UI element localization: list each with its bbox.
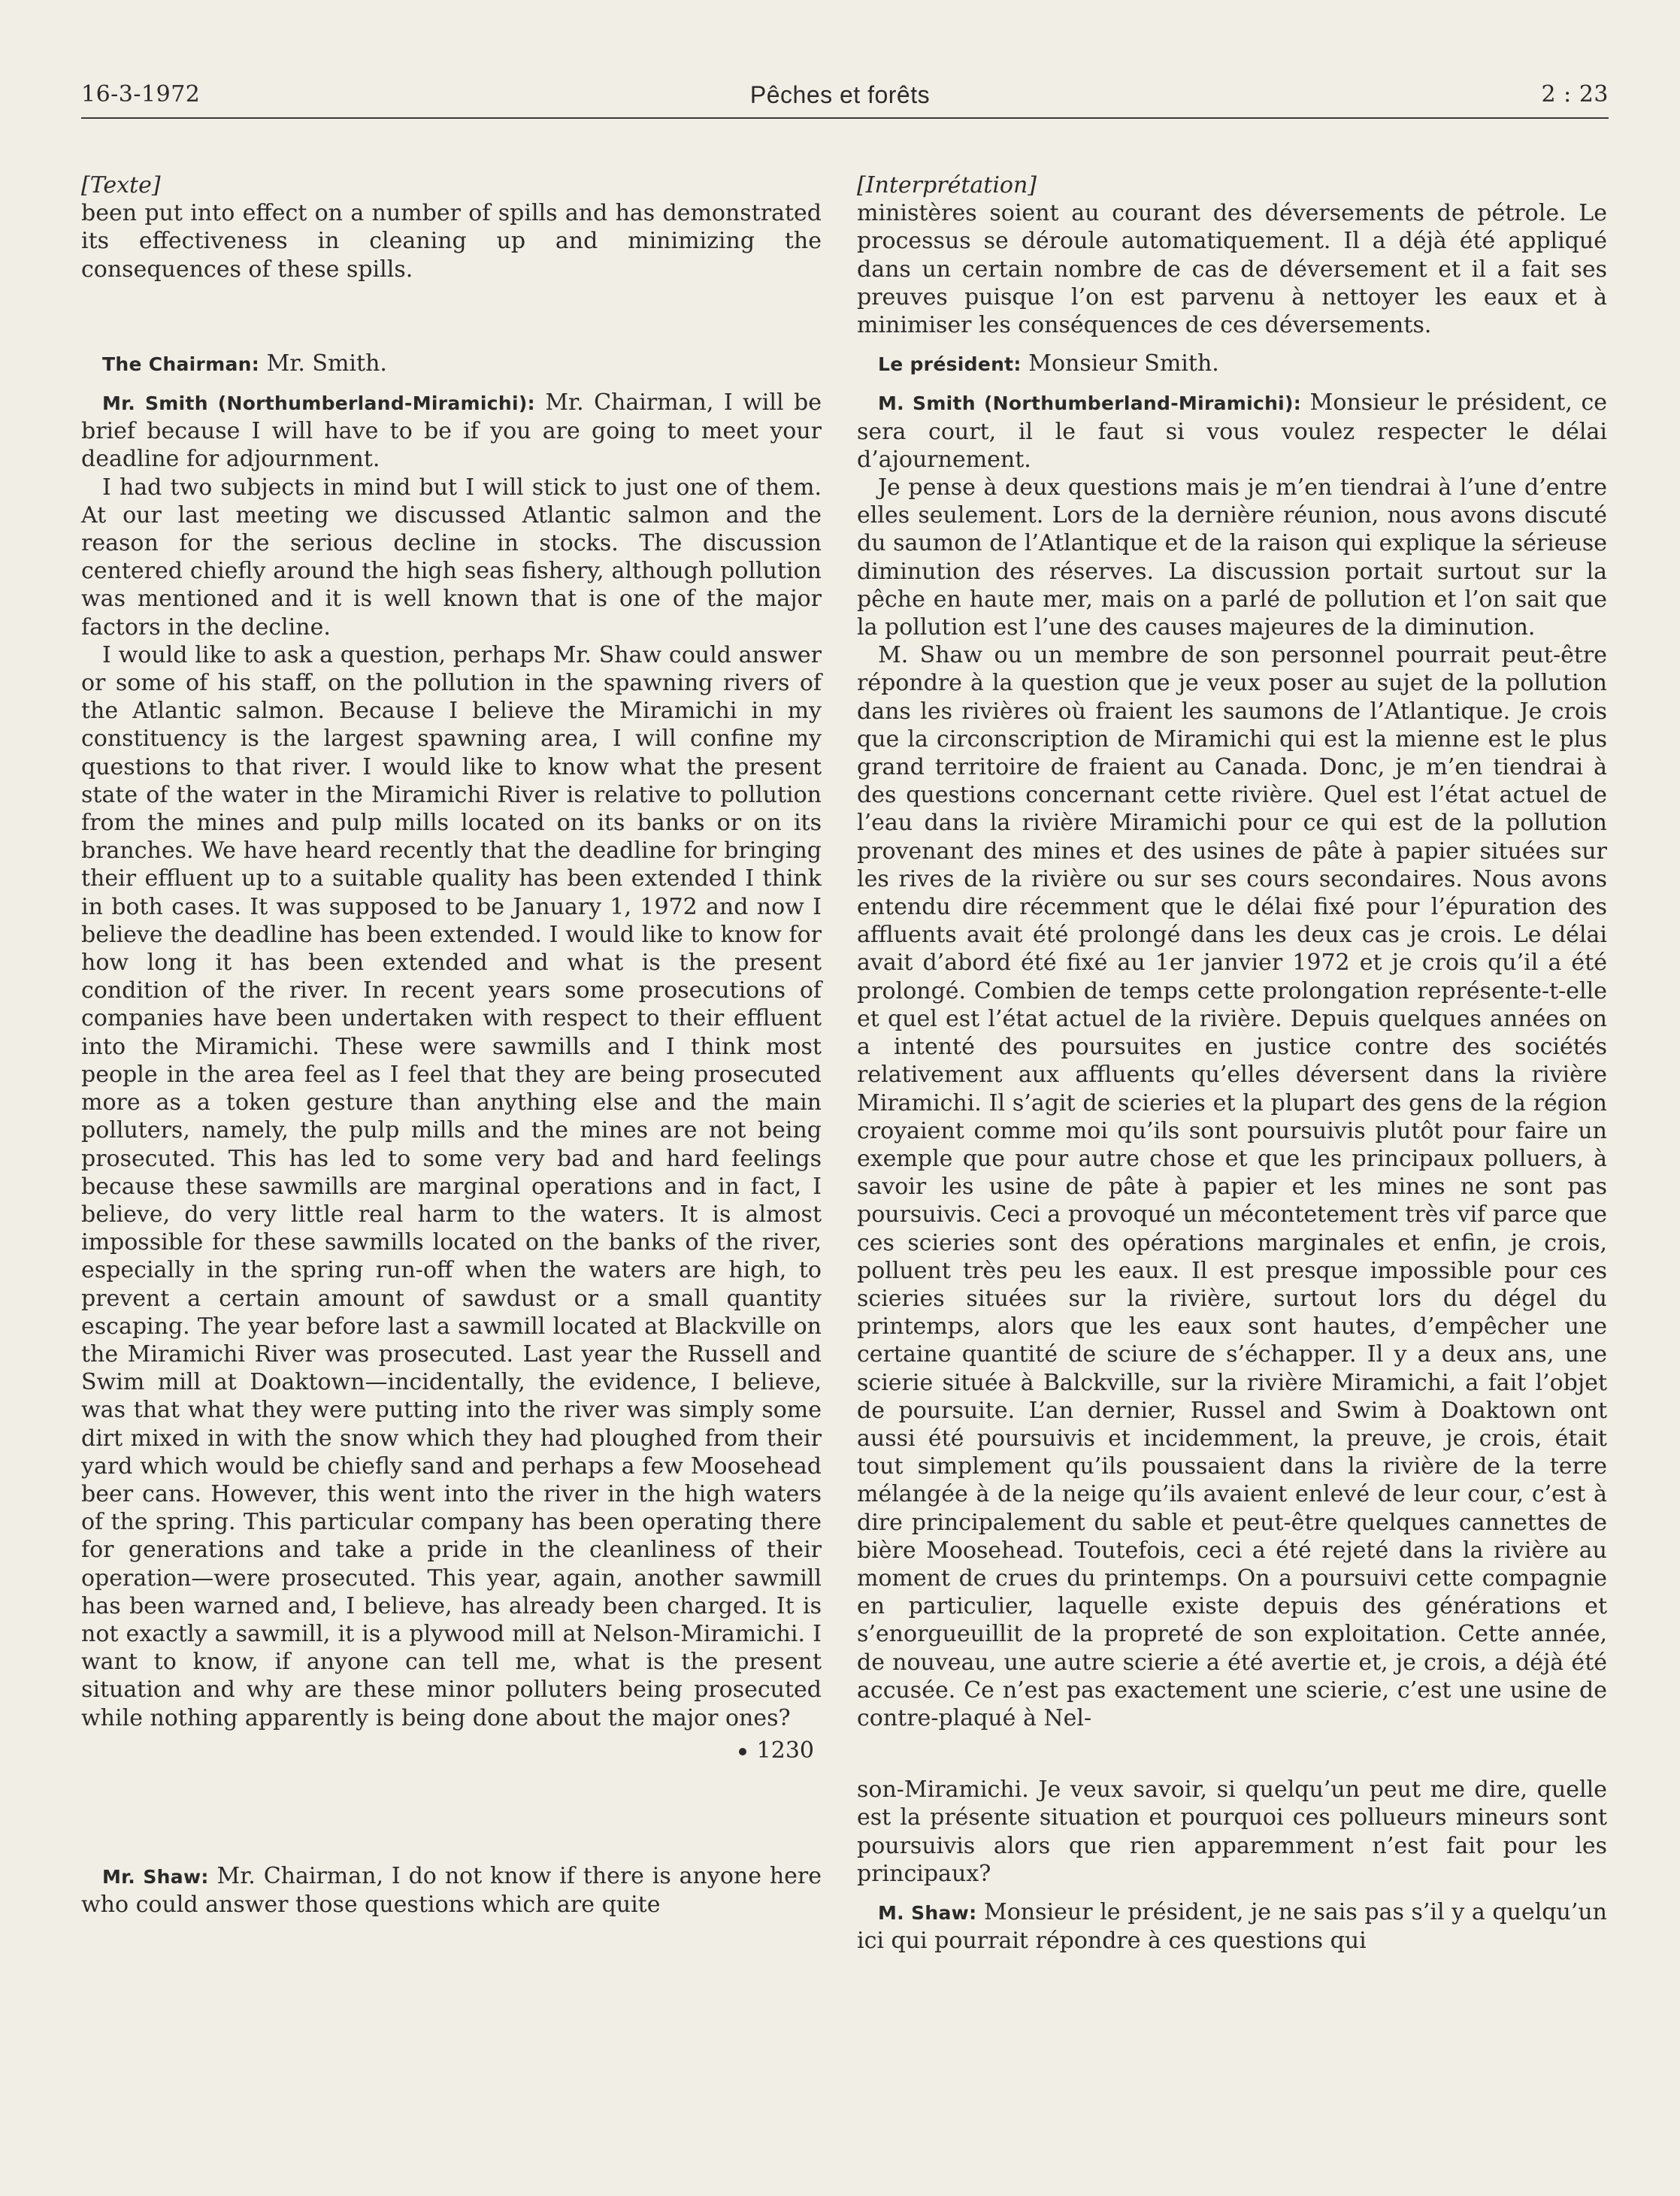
paragraph: I would like to ask a question, perhaps Mr. Shaw could answer or some of his staff, on the pollution in the spawning rivers of the Atlantic salmon. Because I believe the Miramichi in my constituency is the largest spawning area, I will confine my questions to that river. I would like to know what the present state of the water in the Miramichi River is relative to pollution from the mines and pulp mills located on its banks or on its branches. We have heard recently that the deadline for bringing their effluent up to a suitable quality has been extended I think in both cases. It was supposed to be January 1, 1972 and now I believe the deadline has been extended. I would like to know for how long it has been extended and what is the present condition of the river. In recent years some prosecutions of companies have been undertaken with respect to their effluent into the Miramichi. These were sawmills and I think most people in the area feel as I feel that they are being prosecuted more as a token gesture than anything else and the main polluters, namely, the pulp mills and the mines are not being prosecuted. This has led to some very bad and hard feelings because these sawmills are marginal operations and in fact, I believe, do very little real harm to the waters. It is almost impossible for these sawmills located on the banks of the river, especially in the spring run-off when the waters are high, to prevent a certain amount of sawdust or a small quantity escaping. The year before last a sawmill located at Blackville on the Miramichi River was prosecuted. Last year the Russell and Swim mill at Doaktown—incidentally, the evidence, I believe, was that what they were putting into the river was simply some dirt mixed in with the snow which they had ploughed from their yard which would be chiefly sand and perhaps a few Moosehead beer cans. However, this went into the river in the high waters of the spring. This particular company has been operating there for generations and take a pride in the cleanliness of their operation—were prosecuted. This year, again, another sawmill has been warned and, I believe, has already been charged. It is not exactly a sawmill, it is a plywood mill at Nelson-Miramichi. I want to know, if anyone can tell me, what is the present situation and why are these minor polluters being prosecuted while nothing apparently is being done about the major ones? (81, 641, 822, 1731)
header-rule (81, 117, 1609, 119)
speech-text: Monsieur le président, ce sera court, il le faut si vous voulez respecter le délai d’ajournement. (857, 389, 1608, 473)
language-tag: [Texte] (81, 172, 161, 198)
speech-chairman (81, 350, 822, 378)
speech-text: Mr. Smith. (259, 350, 387, 377)
speaker-name: M. Smith (Northumberland-Miramichi): (878, 392, 1302, 415)
speaker-name: M. Shaw: (878, 1901, 977, 1924)
header-title: Pêches et forêts (749, 81, 931, 108)
header-page-number: 2 : 23 (1541, 81, 1609, 108)
header-date: 16-3-1972 (81, 81, 201, 108)
speech-shaw (81, 1862, 822, 1919)
time-marker (81, 1737, 822, 1764)
paragraph: M. Shaw ou un membre de son personnel pourrait peut-être répondre à la question que je veux poser au sujet de la pollution dans les rivières où fraient les saumons de l’Atlantique. Je crois que la circonscription de Miramichi qui est la mienne est le plus grand territoire de fraient au Canada. Donc, je m’en tiendrai à des questions concernant cette rivière. Quel est l’état actuel de l’eau dans la rivière Miramichi pour ce qui est de la pollution provenant des mines et des usines de pâte à papier situées sur les rives de la rivière ou sur ses cours secondaires. Nous avons entendu dire récemment que le délai fixé pour l’épuration des affluents avait été prolongé dans les deux cas je crois. Le délai avait d’abord été fixé au 1er janvier 1972 et je crois qu’il a été prolongé. Combien de temps cette prolongation représente-t-elle et quel est l’état actuel de la rivière. Depuis quelques années on a intenté des poursuites en justice contre des sociétés relativement aux affluents qu’elles déversent dans la rivière Miramichi. Il s’agit de scieries et la plupart des gens de la région croyaient comme moi qu’ils sont poursuivis plutôt pour faire un exemple que pour autre chose et que les principaux polluers, à savoir les usine de pâte à papier et les mines ne sont pas poursuivis. Ceci a provoqué un mécontetement très vif parce que ces scieries sont des opérations marginales et enfin, je crois, polluent très peu les eaux. Il est presque impossible pour ces scieries situées sur la rivière, surtout lors du dégel du printemps, alors que les eaux sont hautes, d’empêcher une certaine quantité de sciure de s’échapper. Il y a deux ans, une scierie située à Balckville, sur la rivière Miramichi, a fait l’objet de poursuite. L’an dernier, Russel and Swim à Doaktown ont aussi été poursuivis et incidemment, la preuve, je crois, était tout simplement qu’ils poussaient dans la rivière de la terre mélangée à de la neige qu’ils avaient enlevé de leur cour, c’est à dire principalement du sable et peut-être quelques cannettes de bière Moosehead. Toutefois, ceci a été rejeté dans la rivière au moment de crues du printemps. On a poursuivi cette compagnie en particulier, laquelle existe depuis des générations et s’enorgueuillit de la propreté de son exploitation. Cette année, de nouveau, une autre scierie a été avertie et, je crois, a déjà été accusée. Ce n’est pas exactement une scierie, c’est une usine de contre-plaqué à Nel- (857, 642, 1607, 1731)
bullet-icon (739, 1748, 746, 1755)
french-column (857, 171, 1607, 1955)
speaker-name: Mr. Shaw: (102, 1865, 209, 1888)
paragraph: son-Miramichi. Je veux savoir, si quelqu’un peut me dire, quelle est la présente situation et pourquoi ces pollueurs mineurs sont poursuivis alors que rien apparemment n’est fait pour les principaux? (857, 1776, 1607, 1887)
speech-text: Monsieur le président, je ne sais pas s’il y a quelqu’un ici qui pourrait répondre à ces questions qui (857, 1898, 1607, 1955)
speech-smith (857, 389, 1607, 474)
speech-president (857, 350, 1607, 378)
speech-text: Mr. Chairman, I will be brief because I will have to be if you are going to meet your deadline for adjournment. (81, 389, 822, 473)
speech-text: Mr. Chairman, I do not know if there is anyone here who could answer those questions which are quite (81, 1862, 822, 1919)
english-column (81, 171, 822, 1919)
paragraph: been put into effect on a number of spills and has demonstrated its effectiveness in cleaning up and minimizing the consequences of these spills. (81, 200, 822, 283)
time-marker-text: 1230 (756, 1737, 814, 1764)
speaker-name: Le président: (878, 353, 1022, 376)
speaker-name: The Chairman: (102, 353, 260, 375)
speech-text: Monsieur Smith. (1021, 350, 1219, 377)
paragraph: Je pense à deux questions mais je m’en tiendrai à l’une d’entre elles seulement. Lors de la dernière réunion, nous avons discuté du saumon de l’Atlantique et de la raison qui explique la sérieuse diminution des réserves. La discussion portait surtout sur la pêche en haute mer, mais on a parlé de pollution et l’on sait que la pollution est l’une des causes majeures de la diminution. (857, 474, 1607, 641)
language-tag: [Interprétation] (857, 172, 1037, 198)
speaker-name: Mr. Smith (Northumberland-Miramichi): (102, 392, 535, 415)
paragraph: ministères soient au courant des déversements de pétrole. Le processus se déroule automatiquement. Il a déjà été appliqué dans un certain nombre de cas de déversement et il a fait ses preuves puisque l’on est parvenu à nettoyer les eaux et à minimiser les conséquences de ces déversements. (857, 200, 1607, 339)
speech-shaw (857, 1898, 1607, 1955)
paragraph: I had two subjects in mind but I will stick to just one of them. At our last meeting we discussed Atlantic salmon and the reason for the serious decline in stocks. The discussion centered chiefly around the high seas fishery, although pollution was mentioned and it is well known that is one of the major factors in the decline. (81, 474, 822, 641)
speech-smith (81, 389, 822, 474)
